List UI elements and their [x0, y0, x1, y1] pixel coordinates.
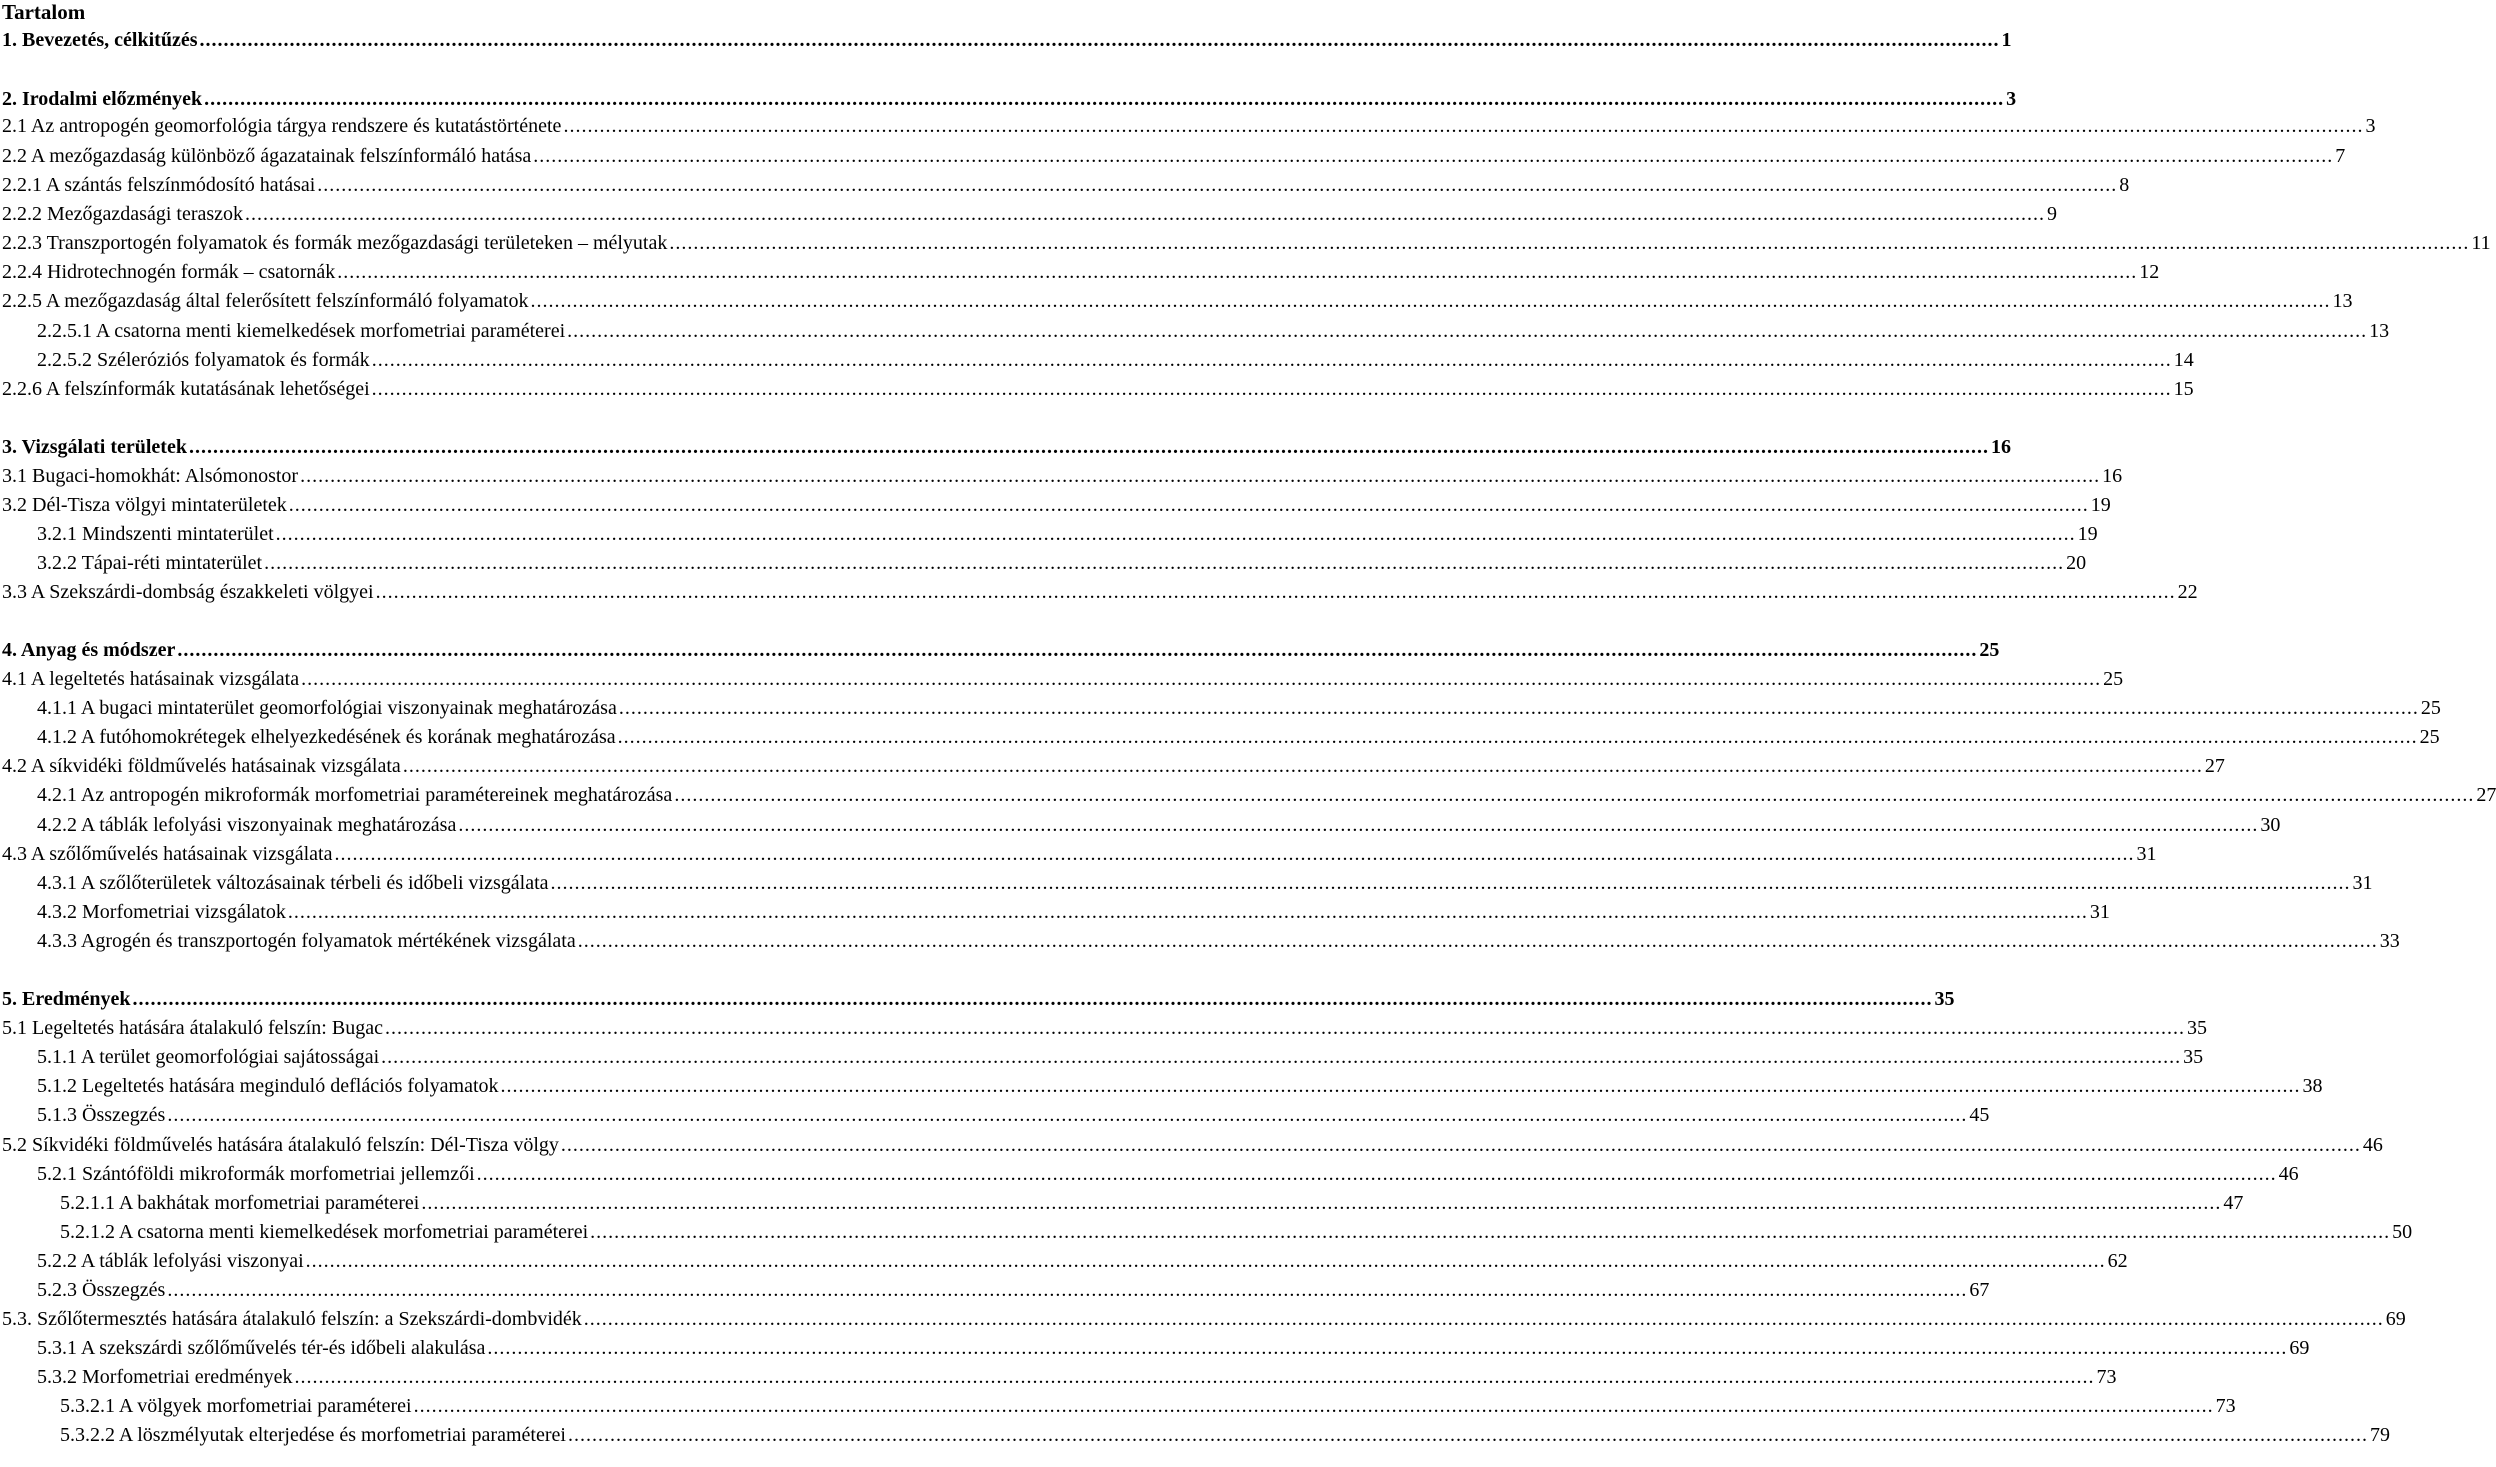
dot-leader: ............................................................................................................................................................................................................................................................................................................ — [188, 436, 1989, 458]
toc-entry-page-number: 16 — [1990, 436, 2011, 458]
dot-leader: ............................................................................................................................................................................................................................................................................................................ — [305, 1250, 2106, 1272]
dot-leader: ............................................................................................................................................................................................................................................................................................................ — [337, 261, 2138, 283]
toc-entry-label: 5.3. Szőlőtermesztés hatására átalakuló felszín: a Szekszárdi-dombvidék — [2, 1308, 582, 1330]
dot-leader: ............................................................................................................................................................................................................................................................................................................ — [264, 552, 2065, 574]
toc-entry-label: 1. Bevezetés, célkitűzés — [2, 29, 198, 51]
dot-leader: ............................................................................................................................................................................................................................................................................................................ — [384, 1017, 2185, 1039]
toc-entry-label: 4.3.3 Agrogén és transzportogén folyamatok mértékének vizsgálata — [37, 930, 576, 952]
toc-entry — [60, 1219, 2413, 1245]
toc-entry-label: 4.3.1 A szőlőterületek változásainak térbeli és időbeli vizsgálata — [37, 872, 549, 894]
toc-entry — [2, 376, 2194, 402]
toc-entry-page-number: 20 — [2066, 552, 2087, 574]
toc-entry-page-number: 13 — [2332, 290, 2353, 312]
toc-entry-page-number: 25 — [1979, 639, 2000, 661]
dot-leader: ............................................................................................................................................................................................................................................................................................................ — [533, 145, 2334, 167]
toc-entry-label: 2.2.1 A szántás felszínmódosító hatásai — [2, 174, 316, 196]
toc-entry-page-number: 73 — [2215, 1395, 2236, 1417]
toc-entry-page-number: 25 — [2419, 726, 2440, 748]
toc-entry-page-number: 67 — [1969, 1279, 1990, 1301]
toc-entry-page-number: 27 — [2476, 784, 2496, 806]
toc-entry-page-number: 13 — [2369, 320, 2390, 342]
toc-entry — [37, 782, 2496, 808]
dot-leader: ............................................................................................................................................................................................................................................................................................................ — [275, 523, 2076, 545]
toc-entry — [37, 521, 2098, 547]
dot-leader: ............................................................................................................................................................................................................................................................................................................ — [381, 1046, 2182, 1068]
toc-entry — [2, 113, 2376, 139]
dot-leader: ............................................................................................................................................................................................................................................................................................................ — [563, 115, 2364, 137]
toc-entry-label: 5.3.1 A szekszárdi szőlőművelés tér-és időbeli alakulása — [37, 1337, 486, 1359]
toc-entry-page-number: 31 — [2352, 872, 2373, 894]
toc-entry-page-number: 19 — [2077, 523, 2098, 545]
toc-entry-label: 2.2.2 Mezőgazdasági teraszok — [2, 203, 244, 225]
dot-leader: ............................................................................................................................................................................................................................................................................................................ — [617, 726, 2418, 748]
dot-leader: ............................................................................................................................................................................................................................................................................................................ — [500, 1075, 2301, 1097]
toc-entry-label: 3.1 Bugaci-homokhát: Alsómonostor — [2, 465, 299, 487]
toc-entry-page-number: 69 — [2385, 1308, 2406, 1330]
toc-entry-label: 3.2.2 Tápai-réti mintaterület — [37, 552, 263, 574]
dot-leader: ............................................................................................................................................................................................................................................................................................................ — [550, 872, 2351, 894]
dot-leader: ............................................................................................................................................................................................................................................................................................................ — [590, 1221, 2391, 1243]
toc-entry-label: 5.2 Síkvidéki földművelés hatására átalakuló felszín: Dél-Tisza völgy — [2, 1134, 559, 1156]
toc-entry — [2, 434, 2011, 460]
dot-leader: ............................................................................................................................................................................................................................................................................................................ — [530, 290, 2331, 312]
toc-entry — [60, 1393, 2236, 1419]
toc-entry-page-number: 19 — [2090, 494, 2111, 516]
toc-entry — [37, 695, 2441, 721]
toc-entry-page-number: 8 — [2119, 174, 2130, 196]
toc-entry-page-number: 62 — [2107, 1250, 2128, 1272]
toc-entry — [60, 1190, 2244, 1216]
toc-entry-label: 5.1 Legeltetés hatására átalakuló felszín: Bugac — [2, 1017, 383, 1039]
toc-entry — [2, 201, 2058, 227]
toc-entry — [37, 1277, 1990, 1303]
toc-entry-label: 2.2.6 A felszínformák kutatásának lehetőségei — [2, 378, 370, 400]
toc-entry — [37, 1073, 2323, 1099]
toc-entry-page-number: 14 — [2173, 349, 2194, 371]
toc-entry — [37, 928, 2400, 954]
toc-entry — [2, 579, 2198, 605]
toc-entry-label: 2.2.5.1 A csatorna menti kiemelkedések morfometriai paraméterei — [37, 320, 566, 342]
toc-entry-page-number: 27 — [2204, 755, 2225, 777]
toc-entry — [37, 347, 2194, 373]
toc-entry — [37, 1044, 2204, 1070]
toc-entry-page-number: 35 — [2186, 1017, 2207, 1039]
toc-entry — [2, 666, 2124, 692]
toc-entry-label: 2.2.5 A mezőgazdaság által felerősített felszínformáló folyamatok — [2, 290, 529, 312]
dot-leader: ............................................................................................................................................................................................................................................................................................................ — [132, 988, 1933, 1010]
toc-entry-page-number: 69 — [2289, 1337, 2310, 1359]
dot-leader: ............................................................................................................................................................................................................................................................................................................ — [204, 88, 2005, 110]
toc-entry-label: 4.2.1 Az antropogén mikroformák morfometriai paramétereinek meghatározása — [37, 784, 673, 806]
toc-entry-label: 2.2.5.2 Széleróziós folyamatok és formák — [37, 349, 370, 371]
toc-entry-page-number: 79 — [2369, 1424, 2390, 1446]
dot-leader: ............................................................................................................................................................................................................................................................................................................ — [167, 1104, 1968, 1126]
toc-entry-page-number: 35 — [2183, 1046, 2204, 1068]
toc-entry — [37, 318, 2390, 344]
dot-leader: ............................................................................................................................................................................................................................................................................................................ — [371, 378, 2172, 400]
toc-entry-page-number: 22 — [2177, 581, 2198, 603]
toc-entry-page-number: 25 — [2420, 697, 2441, 719]
toc-entry — [2, 27, 2012, 53]
toc-entry — [2, 86, 2017, 112]
toc-entry — [37, 550, 2087, 576]
toc-entry-label: 5.1.3 Összegzés — [37, 1104, 166, 1126]
dot-leader: ............................................................................................................................................................................................................................................................................................................ — [402, 755, 2203, 777]
toc-entry-page-number: 46 — [2362, 1134, 2383, 1156]
dot-leader: ............................................................................................................................................................................................................................................................................................................ — [577, 930, 2378, 952]
toc-entry-page-number: 3 — [2006, 88, 2017, 110]
toc-entry-page-number: 31 — [2136, 843, 2157, 865]
dot-leader: ............................................................................................................................................................................................................................................................................................................ — [199, 29, 2000, 51]
toc-entry — [2, 1015, 2207, 1041]
toc-entry-label: 4.1.1 A bugaci mintaterület geomorfológiai viszonyainak meghatározása — [37, 697, 617, 719]
dot-leader: ............................................................................................................................................................................................................................................................................................................ — [167, 1279, 1968, 1301]
dot-leader: ............................................................................................................................................................................................................................................................................................................ — [487, 1337, 2288, 1359]
toc-entry-label: 4.1.2 A futóhomokrétegek elhelyezkedésének és korának meghatározása — [37, 726, 616, 748]
toc-entry-page-number: 30 — [2260, 814, 2281, 836]
toc-entry-label: 5.3.2 Morfometriai eredmények — [37, 1366, 293, 1388]
toc-entry — [37, 1248, 2128, 1274]
toc-entry — [37, 899, 2110, 925]
dot-leader: ............................................................................................................................................................................................................................................................................................................ — [375, 581, 2176, 603]
dot-leader: ............................................................................................................................................................................................................................................................................................................ — [371, 349, 2172, 371]
toc-entry — [2, 841, 2157, 867]
dot-leader: ............................................................................................................................................................................................................................................................................................................ — [413, 1395, 2214, 1417]
dot-leader: ............................................................................................................................................................................................................................................................................................................ — [294, 1366, 2095, 1388]
toc-entry-label: 5.1.1 A terület geomorfológiai sajátosságai — [37, 1046, 380, 1068]
toc-entry — [37, 812, 2281, 838]
toc-entry-label: 5.2.1 Szántóföldi mikroformák morfometriai jellemzői — [37, 1163, 475, 1185]
dot-leader: ............................................................................................................................................................................................................................................................................................................ — [317, 174, 2118, 196]
toc-entry-label: 5.2.3 Összegzés — [37, 1279, 166, 1301]
toc-entry — [2, 259, 2160, 285]
toc-entry — [2, 172, 2130, 198]
toc-entry — [2, 753, 2225, 779]
toc-entry-page-number: 15 — [2173, 378, 2194, 400]
toc-entry — [37, 1335, 2310, 1361]
toc-entry-page-number: 33 — [2379, 930, 2400, 952]
toc-entry-page-number: 45 — [1969, 1104, 1990, 1126]
toc-entry-label: 5.1.2 Legeltetés hatására meginduló deflációs folyamatok — [37, 1075, 499, 1097]
toc-entry — [37, 870, 2373, 896]
dot-leader: ............................................................................................................................................................................................................................................................................................................ — [177, 639, 1978, 661]
toc-entry-label: 2.1 Az antropogén geomorfológia tárgya rendszere és kutatástörténete — [2, 115, 562, 137]
toc-entry-label: 3.3 A Szekszárdi-dombság északkeleti völgyei — [2, 581, 374, 603]
toc-entry-page-number: 12 — [2139, 261, 2160, 283]
dot-leader: ............................................................................................................................................................................................................................................................................................................ — [458, 814, 2259, 836]
toc-entry-label: 4.2.2 A táblák lefolyási viszonyainak meghatározása — [37, 814, 457, 836]
toc-entry-page-number: 1 — [2001, 29, 2012, 51]
toc-entry-label: 4.3 A szőlőművelés hatásainak vizsgálata — [2, 843, 333, 865]
toc-entry-page-number: 7 — [2335, 145, 2346, 167]
toc-entry-page-number: 25 — [2103, 668, 2124, 690]
toc-entry-label: 3. Vizsgálati területek — [2, 436, 187, 458]
toc-entry-label: 5.2.1.1 A bakhátak morfometriai paraméterei — [60, 1192, 420, 1214]
toc-entry-page-number: 9 — [2047, 203, 2058, 225]
dot-leader: ............................................................................................................................................................................................................................................................................................................ — [618, 697, 2419, 719]
dot-leader: ............................................................................................................................................................................................................................................................................................................ — [567, 1424, 2368, 1446]
toc-entry-page-number: 50 — [2392, 1221, 2413, 1243]
dot-leader: ............................................................................................................................................................................................................................................................................................................ — [287, 901, 2088, 923]
toc-entry-label: 3.2.1 Mindszenti mintaterület — [37, 523, 274, 545]
toc-entry — [2, 143, 2346, 169]
toc-entry — [60, 1422, 2390, 1448]
toc-entry-page-number: 38 — [2302, 1075, 2323, 1097]
toc-entry — [2, 637, 2000, 663]
toc-entry — [2, 986, 1955, 1012]
toc-entry-page-number: 3 — [2365, 115, 2376, 137]
dot-leader: ............................................................................................................................................................................................................................................................................................................ — [245, 203, 2046, 225]
toc-entry-page-number: 47 — [2223, 1192, 2244, 1214]
dot-leader: ............................................................................................................................................................................................................................................................................................................ — [669, 232, 2470, 254]
toc-entry-label: 4.1 A legeltetés hatásainak vizsgálata — [2, 668, 300, 690]
toc-entry-page-number: 31 — [2089, 901, 2110, 923]
dot-leader: ............................................................................................................................................................................................................................................................................................................ — [476, 1163, 2277, 1185]
dot-leader: ............................................................................................................................................................................................................................................................................................................ — [421, 1192, 2222, 1214]
toc-entry — [37, 1102, 1990, 1128]
toc-entry-label: 5.3.2.1 A völgyek morfometriai paraméterei — [60, 1395, 412, 1417]
toc-entry-label: 4.2 A síkvidéki földművelés hatásainak vizsgálata — [2, 755, 401, 777]
page-title: Tartalom — [2, 0, 86, 24]
toc-entry — [37, 1161, 2299, 1187]
toc-entry-page-number: 16 — [2102, 465, 2123, 487]
toc-entry — [2, 492, 2111, 518]
toc-entry-label: 2.2.3 Transzportogén folyamatok és formák mezőgazdasági területeken – mélyutak — [2, 232, 668, 254]
toc-entry-page-number: 73 — [2096, 1366, 2117, 1388]
toc-entry-label: 3.2 Dél-Tisza völgyi mintaterületek — [2, 494, 287, 516]
toc-entry-label: 2. Irodalmi előzmények — [2, 88, 203, 110]
dot-leader: ............................................................................................................................................................................................................................................................................................................ — [567, 320, 2368, 342]
toc-entry — [2, 288, 2353, 314]
toc-entry-label: 2.2 A mezőgazdaság különböző ágazatainak felszínformáló hatása — [2, 145, 532, 167]
toc-entry-label: 2.2.4 Hidrotechnogén formák – csatornák — [2, 261, 336, 283]
dot-leader: ............................................................................................................................................................................................................................................................................................................ — [288, 494, 2089, 516]
toc-entry — [2, 1132, 2383, 1158]
dot-leader: ............................................................................................................................................................................................................................................................................................................ — [583, 1308, 2384, 1330]
toc-entry-label: 4. Anyag és módszer — [2, 639, 176, 661]
toc-entry-label: 4.3.2 Morfometriai vizsgálatok — [37, 901, 286, 923]
dot-leader: ............................................................................................................................................................................................................................................................................................................ — [560, 1134, 2361, 1156]
toc-entry-label: 5.2.1.2 A csatorna menti kiemelkedések morfometriai paraméterei — [60, 1221, 589, 1243]
dot-leader: ............................................................................................................................................................................................................................................................................................................ — [674, 784, 2475, 806]
toc-entry — [2, 463, 2123, 489]
toc-entry-page-number: 35 — [1934, 988, 1955, 1010]
toc-entry — [2, 230, 2491, 256]
dot-leader: ............................................................................................................................................................................................................................................................................................................ — [300, 465, 2101, 487]
toc-entry — [37, 1364, 2117, 1390]
toc-entry-label: 5.2.2 A táblák lefolyási viszonyai — [37, 1250, 304, 1272]
toc-entry-label: 5. Eredmények — [2, 988, 131, 1010]
dot-leader: ............................................................................................................................................................................................................................................................................................................ — [334, 843, 2135, 865]
toc-entry-page-number: 11 — [2471, 232, 2491, 254]
toc-entry — [2, 1306, 2406, 1332]
dot-leader: ............................................................................................................................................................................................................................................................................................................ — [301, 668, 2102, 690]
toc-entry-label: 5.3.2.2 A löszmélyutak elterjedése és morfometriai paraméterei — [60, 1424, 566, 1446]
toc-entry — [37, 724, 2440, 750]
toc-entry-page-number: 46 — [2278, 1163, 2299, 1185]
